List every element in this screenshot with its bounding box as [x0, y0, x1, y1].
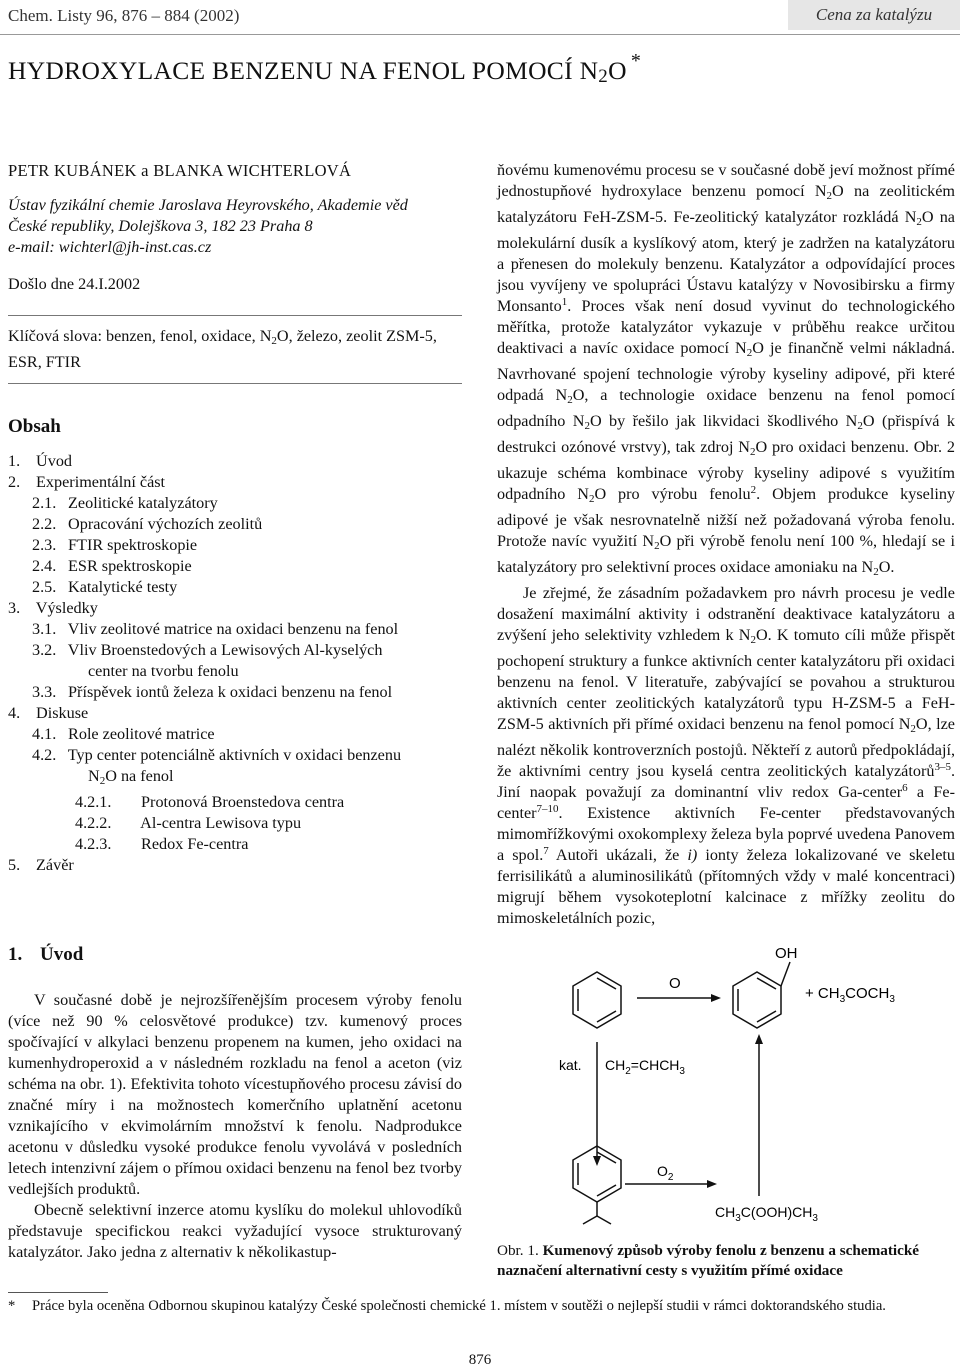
toc-label: Redox Fe-centra	[141, 835, 249, 853]
title-tail: O	[608, 56, 627, 85]
toc-label: O na fenol	[105, 767, 174, 785]
text-run: . Objem produkce kyseliny adipové je však nesrovnatelně nižší než požadovaná výroba fenolu. Protože navíc využití N	[497, 485, 956, 550]
citation-ref: 6	[902, 782, 908, 794]
toc-label: Zeolitické katalyzátory	[68, 494, 218, 512]
keywords-sub: 2	[271, 335, 277, 347]
toc-label: Vliv Broenstedových a Lewisových Al-kyselých	[67, 641, 383, 659]
toc-num: 5.	[8, 856, 21, 874]
paragraph: V současné době je nejrozšířenějším procesem výroby fenolu (více než 90 % celosvětové produkce) tzv. kumenový proces spočívající v alkylaci benzenu propenem na kumen, jeho oxidaci na kumenhydroperoxid a v následném rozkladu na fenol a aceton (viz schéma na obr. 1). Efektivita tohoto vícestupňového procesu závisí do značné míry i na možnostech komerčního uplatnění acetonu vznikajícího v ekvimolárním množství k fenolu. Nadprodukce acetonu v důsledku vysoké produkce fenolu vyvolává v posledních letech intenzivní zájem o přímou oxidaci benzenu na fenol bez tvorby vedlejších produktů.	[8, 991, 462, 1198]
footnote-rule	[8, 1292, 108, 1293]
toc-item	[8, 514, 462, 535]
toc-item-continuation	[8, 661, 462, 682]
affiliation	[8, 195, 462, 258]
toc-num: 1.	[8, 452, 21, 470]
subscript: 2	[584, 420, 590, 432]
authors: PETR KUBÁNEK a BLANKA WICHTERLOVÁ	[8, 161, 352, 180]
footnote	[8, 1298, 958, 1315]
text-run: O.	[878, 558, 895, 576]
toc-item	[8, 813, 462, 834]
italic-run: i)	[687, 846, 698, 864]
toc-item	[8, 682, 462, 703]
toc-num: 3.1.	[32, 620, 57, 638]
toc-num: 3.2.	[32, 641, 57, 659]
toc-label: Al-centra Lewisova typu	[140, 814, 302, 832]
title-text: HYDROXYLACE BENZENU NA FENOL POMOCÍ N	[8, 56, 599, 85]
toc-label: N	[88, 767, 100, 785]
hydroperoxide-label: $CH_3C(OOH)CH_3$	[715, 1204, 818, 1224]
text-run: O pro výrobu fenolu	[594, 485, 751, 503]
toc-label: Diskuse	[36, 704, 89, 722]
toc-num: 2.1.	[32, 494, 57, 512]
email-line: e-mail: wichterl@jh-inst.cas.cz	[8, 238, 212, 256]
text-run: O (přispívá k destrukci ozónové vrstvy), tak zdroj N	[497, 412, 955, 456]
toc-num: 4.1.	[32, 725, 57, 743]
reaction-arrow	[637, 994, 721, 1002]
section-tab-label: Cena za katalýzu	[815, 5, 933, 24]
toc-num: 4.2.3.	[75, 835, 112, 853]
toc-label: Příspěvek iontů železa k oxidaci benzenu na fenol	[68, 683, 393, 701]
page-title	[8, 50, 642, 88]
toc-item	[8, 451, 462, 472]
toc-num: 3.3.	[32, 683, 57, 701]
section-title: Úvod	[40, 944, 84, 965]
caption-text: Kumenový způsob výroby fenolu z benzenu a schematické naznačení alternativní cesty s využitím přímé oxidace	[497, 1242, 920, 1279]
affiliation-line: Ústav fyzikální chemie Jaroslava Heyrovského, Akademie věd	[8, 196, 408, 214]
toc-item	[8, 724, 462, 745]
text-run: . Jiní naopak považují za dominantní vliv redox Ga-center	[497, 762, 955, 801]
subscript: 2	[750, 634, 756, 646]
toc-num: 2.4.	[32, 557, 57, 575]
toc-item	[8, 834, 462, 855]
toc-label: Protonová Broenstedova centra	[141, 793, 345, 811]
paragraph: Obecně selektivní inzerce atomu kyslíku do molekul uhlovodíků představuje specifickou reakci vyžadující vysoce strukturovaný katalyzátor. Jako jedna z alternativ k několikastup-	[8, 1201, 462, 1261]
footnote-text: Práce byla oceněna Odbornou skupinou katalýzy České společnosti chemické 1. místem v soutěži o nejlepší studii v rámci doktorandského studia.	[32, 1298, 886, 1314]
journal-citation: Chem. Listy 96, 876 – 884 (2002)	[8, 6, 240, 25]
keywords-rule-bottom	[8, 383, 462, 384]
subscript: 2	[826, 190, 833, 202]
subscript: 2	[746, 347, 753, 359]
toc-num: 4.2.2.	[75, 814, 112, 832]
right-column-text	[497, 160, 955, 929]
text-run: O je finančně velmi nákladná. Navrhované spojení technologie výroby kyseliny adipové, při které odpadá N	[497, 339, 955, 404]
citation-ref: 7–10	[536, 803, 559, 815]
text-run: O. K tomuto cíli může přispět pochopení struktury a funkce aktivních center katalyzátoru při oxidaci benzenu na fenol. V literatuře, zabývající se povahou a strukturou aktivních center zeolitických katalyzátorů typu H-ZSM-5 a FeH-ZSM-5 aktivních při přímé oxidaci benzenu na fenol pomocí N	[497, 626, 955, 733]
toc-item	[8, 640, 462, 661]
received-date: Došlo dne 24.I.2002	[8, 275, 141, 293]
text-run: . Existence aktivních Fe-center představovaných mimomřížkovými oxokomplexy železa byla poprvé uvedena Panovem a spol.	[497, 804, 955, 864]
reaction-arrow	[755, 1034, 763, 1196]
toc-label: ESR spektroskopie	[68, 557, 192, 575]
toc-label: Katalytické testy	[68, 578, 178, 596]
oh-label: OH	[775, 945, 798, 962]
toc-label: Vliv zeolitové matrice na oxidaci benzenu na fenol	[67, 620, 399, 638]
toc-label: center na tvorbu fenolu	[88, 662, 239, 680]
catalyst-label: kat.	[559, 1057, 582, 1073]
oxygen-label: $O_2$	[657, 1163, 674, 1183]
citation-ref: 3–5	[934, 761, 951, 773]
title-footnote-mark: *	[630, 50, 642, 72]
keywords-prefix: Klíčová slova: benzen, fenol, oxidace, N	[8, 327, 272, 345]
toc-num: 2.2.	[32, 515, 57, 533]
keywords-suffix: O, železo, zeolit ZSM-5, ESR, FTIR	[8, 327, 437, 371]
toc-item	[8, 472, 462, 493]
toc-label: FTIR spektroskopie	[68, 536, 198, 554]
toc-item	[8, 792, 462, 813]
intro-text	[8, 990, 462, 1263]
text-run: Je zřejmé, že zásadním požadavkem pro návrh procesu je vedle dosažení maximální aktivity i odstranění deaktivace katalyzátoru a zvýšení jeho selektivity vzhledem k N	[497, 584, 955, 644]
section-tab	[788, 0, 960, 30]
text-run: O na zeolitickém katalyzátoru FeH-ZSM-5. Fe-zeolitický katalyzátor rozkládá N	[497, 182, 955, 226]
subscript: 2	[857, 420, 863, 432]
toc-item	[8, 703, 462, 724]
toc-num: 2.3.	[32, 536, 57, 554]
subscript: 2	[654, 540, 660, 552]
toc-num: 4.2.	[32, 746, 57, 764]
toc-item-continuation	[8, 766, 462, 792]
toc-num: 4.2.1.	[75, 793, 112, 811]
footnote-mark: *	[8, 1298, 16, 1314]
paragraph	[497, 583, 955, 929]
text-run: O by řešilo jak likvidaci škodlivého N	[589, 412, 858, 430]
toc-label: Typ center potenciálně aktivních v oxidaci benzenu	[67, 746, 402, 764]
toc-num: 4.	[8, 704, 21, 722]
paragraph	[497, 160, 955, 583]
toc-item	[8, 619, 462, 640]
citation-ref: 2	[750, 484, 757, 496]
text-run: O, a technologie oxidace benzenu na fenol pomocí odpadního N	[497, 386, 955, 430]
title-subscript: 2	[598, 66, 609, 87]
subscript: 2	[588, 493, 595, 505]
text-run: ionty železa lokalizované ve skeletu ferrisilikátů a aluminosilikátů (přítomných vždy v malé koncentraci) migrují během vysokoteplotní kalcinace z mřížky zeolitu do mimoskeletálních pozic,	[497, 846, 955, 927]
table-of-contents	[8, 451, 462, 876]
citation-ref: 7	[543, 845, 549, 857]
text-run: a Fe-center	[497, 783, 956, 822]
section-heading	[8, 944, 83, 966]
keywords	[8, 326, 462, 373]
toc-item	[8, 493, 462, 514]
toc-item	[8, 556, 462, 577]
text-run: ňovému kumenovému procesu se v současné době jeví možnost přímé jednostupňové hydroxylace benzenu pomocí N	[497, 161, 955, 200]
text-run: O, lze nalézt několik kontroverzních postojů. Někteří z autorů předpokládají, že aktivními centry jsou kyselá centra zeolitických katalyzátorů	[497, 715, 955, 780]
toc-label: Opracování výchozích zeolitů	[68, 515, 263, 533]
text-run: O pro oxidaci benzenu. Obr. 2 ukazuje schéma kombinace výroby kyseliny adipové s využitím odpadního N	[497, 438, 955, 503]
propene-label: $CH_2=CHCH_3$	[605, 1057, 685, 1077]
toc-label: Role zeolitové matrice	[68, 725, 215, 743]
text-run: Autoři ukázali, že	[548, 846, 688, 864]
reaction-scheme	[497, 938, 957, 1228]
subscript: 2	[873, 566, 879, 578]
toc-num: 3.	[8, 599, 21, 617]
citation-ref: 1	[561, 296, 568, 308]
toc-label: Experimentální část	[36, 473, 166, 491]
subscript: 2	[750, 446, 756, 458]
subscript: 2	[916, 216, 922, 228]
front-matter	[8, 160, 462, 876]
section-number: 1.	[8, 944, 23, 965]
text-run: O na molekulární dusík a kyslíkový atom, který je zadržen na katalyzátoru a přenesen do molekuly benzenu. Katalyzátor a odpovídající proces jsou vyvíjeny ve spolupráci Ústavu katalýzy v Novosibirsku a firmy Monsanto	[497, 208, 955, 315]
toc-item	[8, 577, 462, 598]
toc-item	[8, 745, 462, 766]
toc-num: 2.	[8, 473, 21, 491]
subscript: 2	[567, 394, 573, 406]
toc-heading: Obsah	[8, 416, 61, 437]
toc-label: Výsledky	[35, 599, 98, 617]
keywords-rule-top	[8, 315, 462, 316]
acetone-label: + $CH_3COCH_3$	[805, 985, 895, 1005]
affiliation-line: České republiky, Dolejškova 3, 182 23 Praha 8	[8, 217, 313, 235]
toc-num: 2.5.	[32, 578, 57, 596]
header-divider	[0, 34, 960, 35]
text-run: O při výrobě fenolu není 100 %, hledají se i katalyzátory pro selektivní proces oxidace amoniaku na N	[497, 532, 955, 576]
figure-caption	[497, 1241, 957, 1281]
toc-label-sub: 2	[99, 775, 106, 787]
caption-label: Obr. 1.	[497, 1242, 539, 1259]
toc-label: Úvod	[36, 452, 73, 470]
toc-item	[8, 535, 462, 556]
benzene-structure	[573, 972, 621, 1028]
toc-label: Závěr	[36, 856, 74, 874]
phenol-structure	[733, 962, 790, 1028]
page-number: 876	[468, 1352, 492, 1368]
toc-item	[8, 855, 462, 876]
toc-item	[8, 598, 462, 619]
subscript: 2	[910, 723, 916, 735]
text-run: . Proces však není dosud vyvinut do technologického měřítka, protože katalyzátor vykazuje v průběhu reakce určitou deaktivaci a navíc oxidace pomocí N	[497, 297, 955, 357]
arrow-label-o: O	[669, 975, 681, 992]
